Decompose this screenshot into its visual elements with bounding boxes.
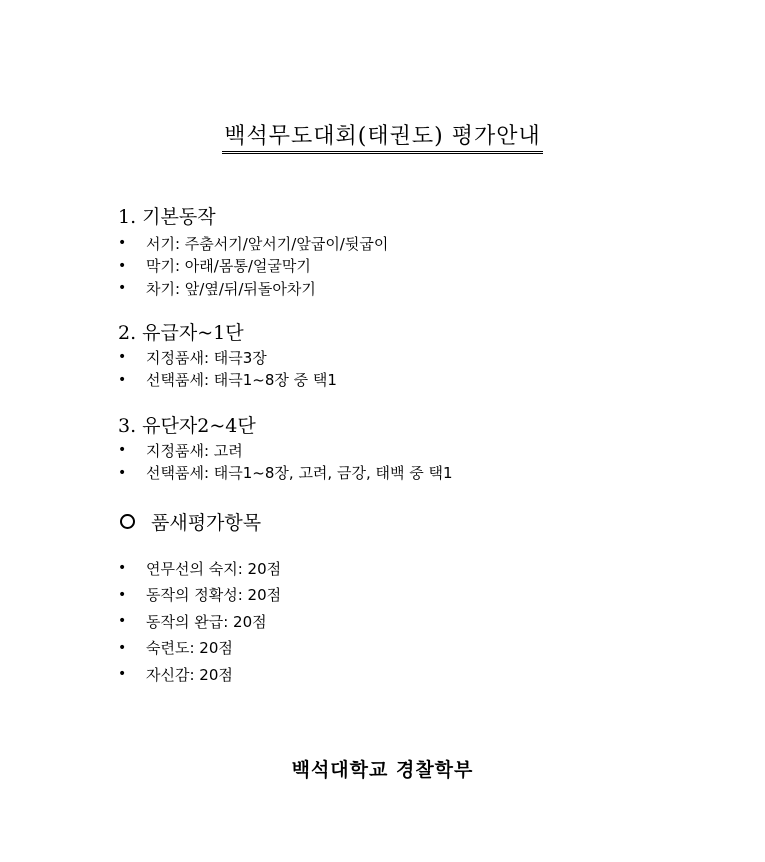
- bullet-icon: •: [118, 464, 127, 481]
- list-item: [118, 608, 281, 635]
- document-footer: 백석대학교 경찰학부: [291, 759, 474, 781]
- list-item: [118, 582, 281, 609]
- section-list-basic-movements: [118, 232, 388, 300]
- list-item: [118, 439, 453, 462]
- list-item-text: 차기: 앞/옆/뒤/뒤돌아차기: [146, 279, 316, 298]
- section-heading-kup-to-1dan: 2. 유급자~1단: [118, 322, 244, 344]
- criteria-heading: [118, 508, 261, 535]
- list-item-text: 지정품새: 태극3장: [146, 348, 267, 367]
- section-list-dan-2-to-4: [118, 439, 453, 484]
- list-item-text: 연무선의 숙지: 20점: [146, 559, 282, 578]
- document-title-text: 백석무도대회(태권도) 평가안내: [222, 124, 542, 154]
- section-heading-dan-2-to-4: 3. 유단자2~4단: [118, 415, 256, 437]
- list-item-text: 동작의 정확성: 20점: [146, 586, 282, 605]
- list-item: [118, 232, 388, 255]
- list-item-text: 동작의 완급: 20점: [146, 612, 267, 631]
- list-item-text: 숙련도: 20점: [146, 639, 233, 658]
- list-item: [118, 555, 281, 582]
- circle-bullet-icon: [120, 514, 135, 529]
- list-item-text: 선택품세: 태극1~8장, 고려, 금강, 태백 중 택1: [146, 464, 453, 483]
- list-item-text: 지정품새: 고려: [146, 441, 243, 460]
- list-item: [118, 635, 281, 662]
- list-item: [118, 277, 388, 300]
- bullet-icon: •: [118, 371, 127, 388]
- list-item-text: 자신감: 20점: [146, 665, 233, 684]
- list-item: [118, 462, 453, 485]
- bullet-icon: •: [118, 639, 127, 656]
- bullet-icon: •: [118, 442, 127, 459]
- section-heading-basic-movements: 1. 기본동작: [118, 206, 216, 228]
- bullet-icon: •: [118, 257, 127, 274]
- list-item: [118, 661, 281, 688]
- bullet-icon: •: [118, 613, 127, 630]
- document-title: [0, 124, 765, 154]
- bullet-icon: •: [118, 349, 127, 366]
- bullet-icon: •: [118, 666, 127, 683]
- list-item-text: 선택품세: 태극1~8장 중 택1: [146, 371, 337, 390]
- bullet-icon: •: [118, 560, 127, 577]
- list-item: [118, 255, 388, 278]
- list-item-text: 막기: 아래/몸통/얼굴막기: [146, 257, 311, 276]
- section-list-kup-to-1dan: [118, 346, 337, 391]
- bullet-icon: •: [118, 586, 127, 603]
- bullet-icon: •: [118, 280, 127, 297]
- criteria-heading-text: 품새평가항목: [151, 512, 262, 534]
- list-item: [118, 369, 337, 392]
- list-item: [118, 346, 337, 369]
- criteria-list: [118, 555, 281, 688]
- bullet-icon: •: [118, 235, 127, 252]
- list-item-text: 서기: 주춤서기/앞서기/앞굽이/뒷굽이: [146, 234, 389, 253]
